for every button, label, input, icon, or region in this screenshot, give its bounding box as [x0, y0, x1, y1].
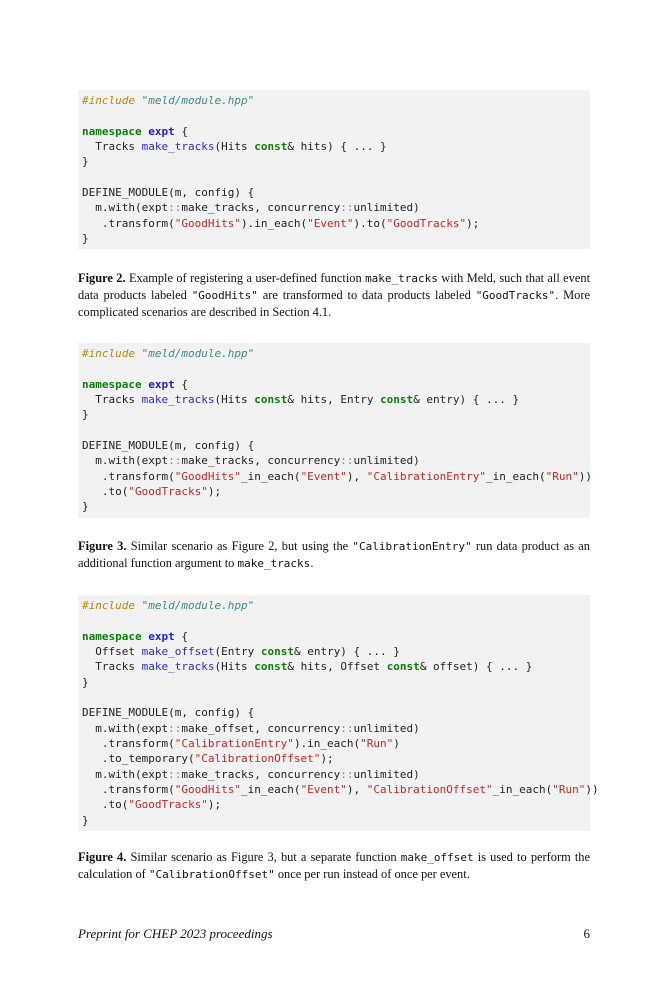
code-token: namespace [82, 377, 149, 391]
code-token: } [82, 232, 89, 246]
code-line [82, 377, 590, 392]
code-listing-figure-2 [78, 90, 590, 249]
code-line [82, 392, 590, 407]
caption-text: . More complicated scenarios are described in Section 4.1. [78, 288, 590, 319]
code-token: _in_each( [240, 469, 301, 483]
code-line [82, 644, 590, 659]
code-token: .transform( [82, 216, 175, 230]
code-token: )) [585, 783, 599, 797]
code-token: expt [148, 629, 175, 643]
code-token: )) [578, 469, 592, 483]
code-token: :: [340, 767, 354, 781]
code-token: "Event" [307, 216, 354, 230]
code-token: ); [207, 798, 222, 812]
code-line [82, 216, 590, 231]
code-token: :: [340, 721, 354, 735]
code-line [82, 782, 599, 797]
code-line [82, 200, 590, 215]
code-token: Tracks [82, 660, 142, 674]
code-line [82, 721, 590, 736]
code-token: unlimited) [353, 767, 420, 781]
inline-code: make_tracks [237, 557, 311, 570]
code-token: { [174, 124, 188, 138]
code-line [82, 154, 590, 169]
inline-code: "CalibrationEntry" [352, 540, 472, 553]
inline-code: make_tracks [365, 272, 438, 285]
code-token: _in_each( [486, 469, 546, 483]
code-token: DEFINE_MODULE(m, config) { [82, 439, 255, 453]
code-token: :: [168, 454, 182, 468]
inline-code: "CalibrationOffset" [148, 868, 275, 881]
code-token: const [386, 660, 420, 674]
code-token: unlimited) [353, 721, 420, 735]
code-token: (Hits [214, 660, 255, 674]
code-line [82, 813, 590, 828]
inline-code: "GoodTracks" [475, 289, 556, 302]
caption-text: Similar scenario as Figure 2, but using the [126, 539, 353, 553]
code-line [82, 93, 590, 108]
code-token: const [260, 645, 294, 659]
code-token: "GoodTracks" [386, 216, 467, 230]
code-token: } [82, 813, 89, 827]
code-token: .to_temporary( [82, 752, 195, 766]
code-token: & hits, Offset [287, 660, 387, 674]
code-line [82, 469, 590, 484]
code-line [82, 629, 590, 644]
code-token: "Run" [360, 737, 394, 751]
code-token: :: [340, 454, 354, 468]
code-token: "CalibrationOffset" [366, 783, 493, 797]
caption-text: is used to perform the calculation of [78, 850, 591, 881]
code-line [82, 705, 590, 720]
code-token: const [380, 393, 414, 407]
code-line [82, 231, 590, 246]
caption-text: once per run instead of once per event. [274, 867, 470, 881]
code-line [82, 736, 590, 751]
code-token: "GoodHits" [174, 216, 241, 230]
code-token: "CalibrationOffset" [194, 752, 321, 766]
code-token: const [254, 393, 288, 407]
code-token: unlimited) [353, 454, 420, 468]
code-token: ).in_each( [240, 216, 308, 230]
code-token: :: [168, 721, 182, 735]
code-token: .to( [82, 798, 129, 812]
code-token: } [82, 408, 89, 422]
code-line [82, 484, 590, 499]
caption-text: with Meld, such that all event data products labeled [78, 271, 591, 302]
code-token: _in_each( [492, 783, 553, 797]
code-token: ) [393, 737, 400, 751]
code-line [82, 361, 590, 376]
code-token: ).in_each( [293, 737, 361, 751]
code-listing-figure-4 [78, 595, 599, 831]
code-line [82, 675, 590, 690]
code-token: namespace [82, 629, 149, 643]
code-token: "meld/module.hpp" [141, 347, 255, 360]
code-token: & entry) { ... } [413, 393, 520, 407]
inline-code: "GoodHits" [191, 289, 258, 302]
code-token: & hits) { ... } [287, 140, 387, 154]
code-line [82, 499, 590, 514]
code-token: make_tracks [141, 393, 215, 407]
caption-figure-4 [78, 849, 590, 883]
code-token: ); [466, 216, 480, 230]
code-token: ).to( [353, 216, 387, 230]
code-line [82, 108, 590, 123]
code-token: "CalibrationEntry" [174, 737, 294, 751]
code-listing-figure-3 [78, 343, 590, 518]
code-token: "meld/module.hpp" [141, 599, 255, 612]
code-line [82, 453, 590, 468]
code-token: unlimited) [353, 201, 420, 215]
code-token: "meld/module.hpp" [141, 94, 255, 107]
code-token: ); [207, 485, 222, 499]
code-token: & hits, Entry [287, 393, 381, 407]
code-token: ); [320, 752, 334, 766]
code-token: & offset) { ... } [419, 660, 533, 674]
caption-text: Example of registering a user-defined function [125, 271, 366, 285]
caption-text: are transformed to data products labeled [257, 288, 476, 302]
code-line [82, 139, 590, 154]
code-line [82, 185, 590, 200]
code-line [82, 659, 590, 674]
code-token: ), [346, 469, 367, 483]
code-token: Tracks [82, 393, 142, 407]
page-footer [78, 926, 590, 942]
page-number: 6 [583, 926, 590, 941]
code-line [82, 170, 590, 185]
code-token: Offset [82, 645, 142, 659]
caption-text: . [310, 556, 314, 570]
code-token: "Run" [545, 469, 579, 483]
code-token: "GoodTracks" [128, 798, 208, 812]
code-token: #include [82, 94, 142, 107]
figure-label: Figure 2. [78, 271, 126, 285]
code-token: "GoodHits" [174, 783, 241, 797]
code-token: } [82, 155, 89, 169]
code-token: "Event" [300, 469, 347, 483]
caption-text: run data product as an additional function argument to [78, 539, 590, 570]
code-token: } [82, 500, 89, 514]
code-line [82, 690, 590, 705]
code-token: "GoodHits" [174, 469, 241, 483]
code-line [82, 613, 590, 628]
code-token: make_tracks, concurrency [181, 201, 341, 215]
code-line [82, 438, 590, 453]
code-token: :: [340, 201, 354, 215]
code-token: #include [82, 347, 142, 360]
figure-label: Figure 4. [78, 850, 127, 864]
code-line [82, 767, 590, 782]
code-token: make_tracks [141, 660, 215, 674]
code-token: ), [346, 783, 367, 797]
code-token: } [82, 675, 89, 689]
code-line [82, 423, 590, 438]
code-token: Tracks [82, 140, 142, 154]
code-token: const [254, 660, 288, 674]
code-token: make_tracks, concurrency [181, 454, 341, 468]
code-token: DEFINE_MODULE(m, config) { [82, 706, 255, 720]
code-line [82, 598, 590, 613]
code-token: .to( [82, 485, 129, 499]
caption-figure-2 [78, 270, 590, 321]
code-token: DEFINE_MODULE(m, config) { [82, 186, 255, 200]
footer-proceedings-label: Preprint for CHEP 2023 proceedings [78, 926, 273, 941]
code-token: make_offset [141, 645, 215, 659]
code-token: "Run" [552, 783, 586, 797]
code-token: .transform( [82, 469, 175, 483]
code-token: m.with(expt [82, 454, 169, 468]
inline-code: make_offset [400, 851, 474, 864]
code-token: :: [168, 201, 182, 215]
figure-label: Figure 3. [78, 539, 127, 553]
code-token: .transform( [82, 737, 175, 751]
code-line [82, 346, 590, 361]
code-token: m.with(expt [82, 767, 169, 781]
code-token: "GoodTracks" [128, 485, 208, 499]
code-token: _in_each( [240, 783, 301, 797]
code-token: { [174, 629, 188, 643]
code-token: .transform( [82, 783, 175, 797]
code-token: "CalibrationEntry" [366, 469, 487, 483]
code-token: #include [82, 599, 142, 612]
code-token: :: [168, 767, 182, 781]
caption-figure-3 [78, 538, 590, 572]
caption-text: Similar scenario as Figure 3, but a separate function [126, 850, 401, 864]
code-token: (Hits [214, 140, 255, 154]
code-token: { [174, 377, 188, 391]
code-line [82, 797, 590, 812]
code-line [82, 751, 590, 766]
code-token: & entry) { ... } [293, 645, 400, 659]
code-token: expt [148, 124, 175, 138]
code-token: (Entry [214, 645, 261, 659]
code-token: namespace [82, 124, 149, 138]
code-line [82, 407, 590, 422]
code-token: make_tracks [141, 140, 215, 154]
code-token: m.with(expt [82, 201, 169, 215]
code-line [82, 124, 590, 139]
code-token: expt [148, 377, 175, 391]
code-token: "Event" [300, 783, 347, 797]
code-token: const [254, 140, 288, 154]
code-token: make_tracks, concurrency [181, 767, 341, 781]
code-token: make_offset, concurrency [181, 721, 341, 735]
code-token: m.with(expt [82, 721, 169, 735]
code-token: (Hits [214, 393, 255, 407]
